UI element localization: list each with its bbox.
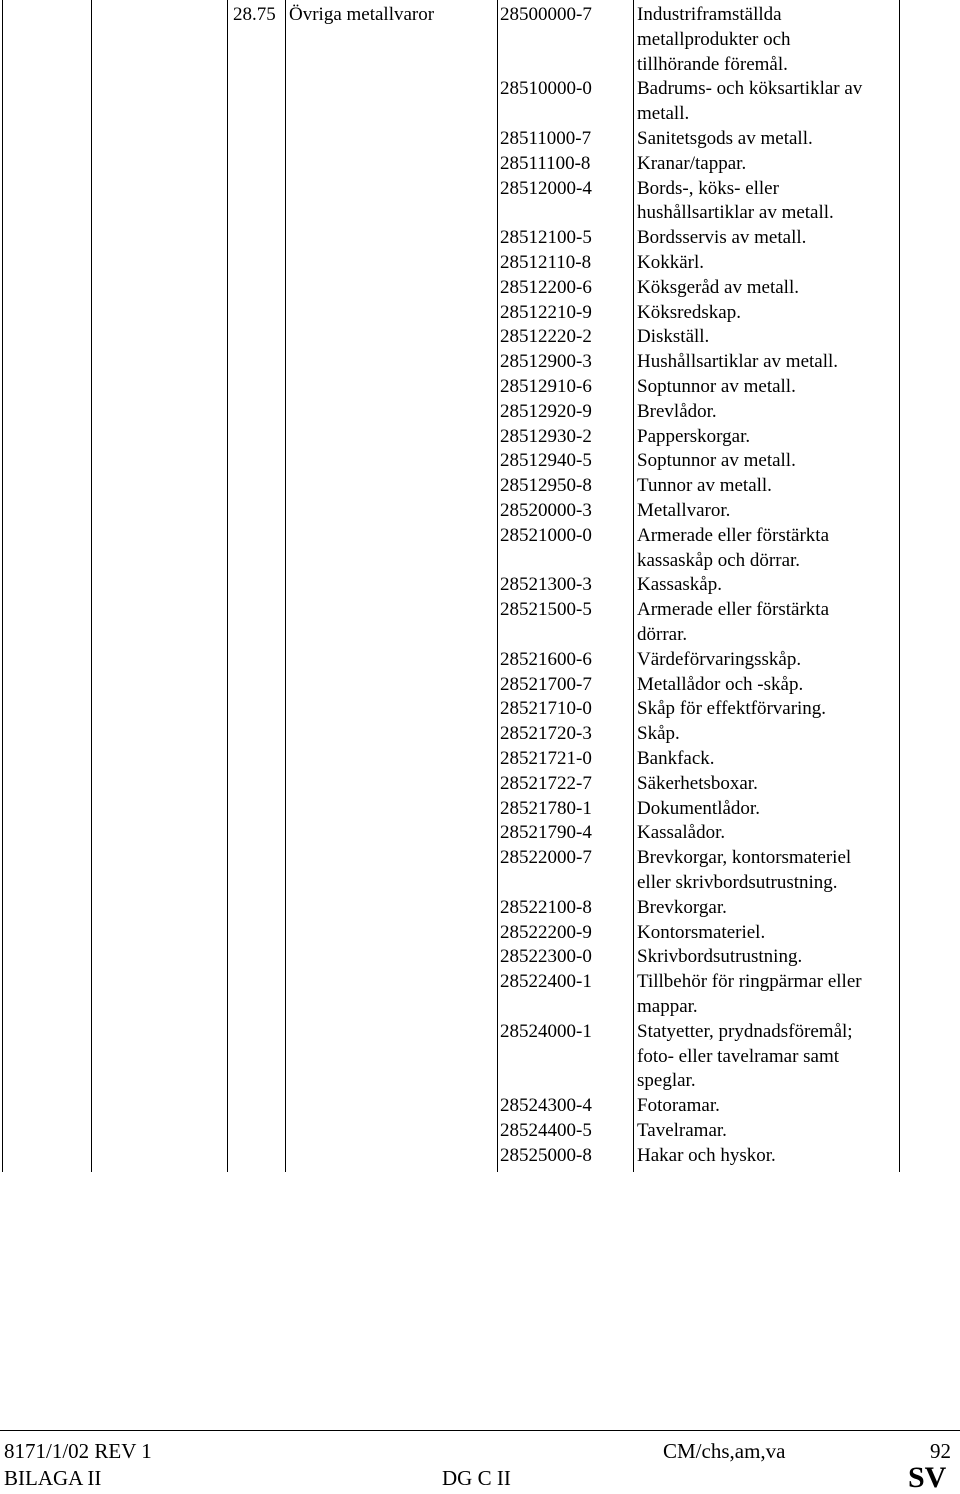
directorate-label: DG C II [442, 1466, 511, 1490]
cpv-description: Tavelramar. [637, 1120, 727, 1141]
cpv-code: 28521790-4 [500, 822, 592, 844]
cpv-code: 28521600-6 [500, 648, 592, 670]
table-border-3 [285, 0, 286, 1172]
cpv-description: Bords-, köks- eller [637, 177, 779, 199]
cpv-description: Papperskorgar. [637, 425, 751, 447]
cpv-description: Armerade eller förstärkta [637, 599, 830, 621]
cpv-description: foto- eller tavelramar samt [637, 1045, 840, 1067]
cpv-description: Kokkärl. [637, 252, 705, 273]
cpv-code: 28521700-7 [500, 673, 592, 695]
cpv-code: 28512910-6 [500, 376, 592, 397]
cpv-description: Kassaskåp. [637, 574, 722, 596]
cpv-description: tillhörande föremål. [637, 53, 788, 75]
cpv-description: Fotoramar. [637, 1095, 720, 1117]
cpv-code: 28524300-4 [500, 1095, 592, 1117]
cpv-description: Hushållsartiklar av metall. [637, 351, 839, 373]
cpv-code: 28525000-8 [500, 1144, 592, 1166]
cpv-code: 28521710-0 [500, 698, 592, 720]
cpv-description: Soptunnor av metall. [637, 450, 796, 472]
cpv-description: Bordsservis av metall. [637, 227, 807, 249]
cpv-description: Badrums- och köksartiklar av [637, 78, 863, 100]
table-border-1 [91, 0, 92, 1172]
cpv-code: 28520000-3 [500, 500, 592, 521]
cpv-description: metall. [637, 103, 690, 125]
cpv-code: 28512100-5 [500, 227, 592, 249]
document-reference: 8171/1/02 REV 1 [4, 1439, 152, 1463]
cpv-description: mappar. [637, 995, 698, 1017]
cpv-code: 28512210-9 [500, 301, 592, 323]
cpv-description: Säkerhetsboxar. [637, 772, 758, 794]
cpv-code: 28512940-5 [500, 450, 592, 472]
cpv-description: metallprodukter och [637, 28, 791, 50]
cpv-code: 28512930-2 [500, 425, 592, 447]
section-title: Övriga metallvaror [289, 4, 435, 25]
cpv-description: Dokumentlådor. [637, 797, 760, 819]
cpv-description: Statyetter, prydnadsföremål; [637, 1020, 853, 1042]
cpv-code: 28521780-1 [500, 797, 592, 819]
cpv-code: 28522100-8 [500, 896, 592, 918]
cpv-description: eller skrivbordsutrustning. [637, 871, 838, 893]
cpv-description: kassaskåp och dörrar. [637, 549, 801, 571]
cpv-description: Skåp för effektförvaring. [637, 698, 827, 720]
cpv-code: 28521300-3 [500, 574, 592, 596]
cpv-code: 28521000-0 [500, 524, 592, 546]
cpv-description: Sanitetsgods av metall. [637, 128, 813, 149]
cpv-description: Kontorsmateriel. [637, 921, 766, 943]
cpv-code: 28512220-2 [500, 326, 592, 348]
annex-label: BILAGA II [4, 1466, 102, 1490]
section-number: 28.75 [233, 4, 276, 25]
cpv-description: Köksredskap. [637, 301, 741, 323]
cpv-code: 28524400-5 [500, 1120, 592, 1141]
cpv-description: Tillbehör för ringpärmar eller [637, 971, 862, 993]
cpv-description: Värdeförvaringsskåp. [637, 648, 802, 670]
cpv-description: dörrar. [637, 623, 688, 645]
cpv-description: Brevkorgar, kontorsmateriel [637, 847, 852, 869]
cpv-description: Industriframställda [637, 4, 782, 25]
cpv-code: 28522300-0 [500, 946, 592, 968]
cpv-code: 28521721-0 [500, 748, 592, 769]
cpv-description: Köksgeråd av metall. [637, 276, 799, 298]
table-border-right [899, 0, 900, 1172]
cpv-description: Diskställ. [637, 326, 710, 348]
cpv-description: speglar. [637, 1070, 696, 1092]
language-code: SV [908, 1461, 947, 1494]
cpv-code: 28512110-8 [500, 252, 592, 273]
cpv-code: 28521720-3 [500, 723, 592, 745]
cpv-code: 28512920-9 [500, 400, 592, 422]
cpv-description: Armerade eller förstärkta [637, 524, 830, 546]
cpv-code: 28522200-9 [500, 921, 592, 943]
cpv-code: 28521722-7 [500, 772, 592, 794]
cpv-code: 28522000-7 [500, 847, 592, 869]
cpv-code: 28512000-4 [500, 177, 592, 199]
cpv-code: 28510000-0 [500, 78, 592, 100]
cpv-description: Brevkorgar. [637, 896, 727, 918]
cpv-description: Skåp. [637, 723, 680, 745]
cpv-description: Bankfack. [637, 748, 715, 769]
cpv-code: 28511000-7 [500, 128, 592, 149]
cpv-description: Soptunnor av metall. [637, 376, 796, 397]
cpv-description: Hakar och hyskor. [637, 1144, 776, 1166]
cpv-description: hushållsartiklar av metall. [637, 202, 834, 224]
cpv-description: Tunnor av metall. [637, 475, 772, 497]
table-border-left [2, 0, 3, 1172]
cpv-code: 28522400-1 [500, 971, 592, 993]
cpv-description: Kranar/tappar. [637, 152, 747, 174]
cpv-code: 28524000-1 [500, 1020, 592, 1042]
cpv-code: 28512950-8 [500, 475, 592, 497]
cpv-description: Skrivbordsutrustning. [637, 946, 803, 968]
cpv-code: 28521500-5 [500, 599, 592, 621]
author-initials: CM/chs,am,va [663, 1439, 786, 1463]
cpv-description: Kassalådor. [637, 822, 726, 844]
table-border-5 [633, 0, 634, 1172]
cpv-code: 28500000-7 [500, 4, 592, 25]
cpv-description: Brevlådor. [637, 400, 717, 422]
cpv-description: Metallvaror. [637, 500, 731, 521]
cpv-code: 28512200-6 [500, 276, 592, 298]
table-border-2 [227, 0, 228, 1172]
page-number: 92 [930, 1439, 951, 1463]
cpv-code: 28511100-8 [500, 152, 591, 174]
table-border-4 [497, 0, 498, 1172]
cpv-description: Metallådor och -skåp. [637, 673, 804, 695]
footer-rule [0, 1430, 960, 1431]
cpv-code: 28512900-3 [500, 351, 592, 373]
